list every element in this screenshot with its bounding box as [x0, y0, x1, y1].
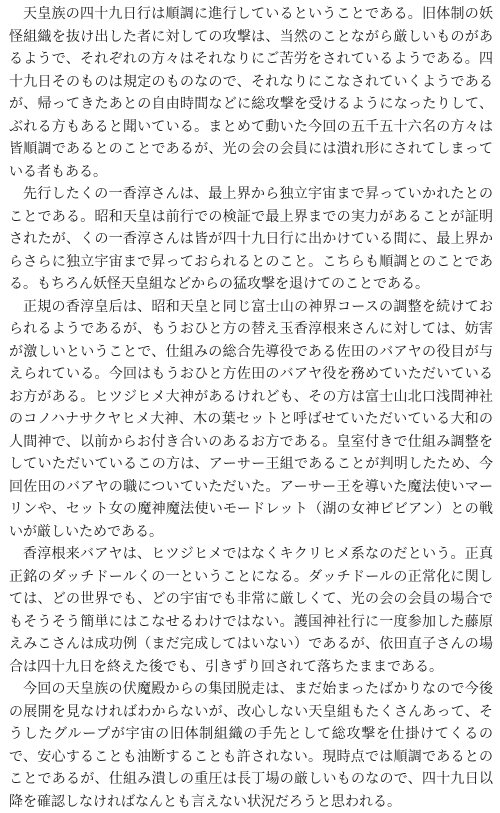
paragraph-5: 今回の天皇族の伏魔殿からの集団脱走は、まだ始まったばかりなので今後の展開を見なければわからないが、改心しない天皇組もたくさんあって、そうしたグループが宇宙の旧体制組織の手先として総攻撃を仕掛けてくるので、安心することも油断することも許されない。現時点では順調であるとのことであるが、仕組み潰しの重圧は長丁場の厳しいものなので、四十九日以降を確認しなければなんとも言えない状況だろうと思われる。 — [9, 681, 493, 810]
paragraph-1: 天皇族の四十九日行は順調に進行しているということである。旧体制の妖怪組織を抜け出した者に対しての攻撃は、当然のことながら厳しいものがあるようで、それぞれの方々はそれなりにご苦労をされているようである。四十九日そのものは規定のものなので、それなりにこなされていくようであるが、帰ってきたあとの自由時間などに総攻撃を受けるようになったりして、ぶれる方もあると聞いている。まとめて動いた今回の五千五十六名の方々は皆順調であるとのことであるが、光の会の会員には潰れ形にされてしまっている者もある。 — [9, 6, 493, 180]
paragraph-3: 正規の香淳皇后は、昭和天皇と同じ富士山の神界コースの調整を続けておられるようであるが、もうおひと方の替え玉香淳根来さんに対しては、妨害が激しいということで、仕組みの総合先導役である佐田のバアヤの役目が与えられている。今回はもうおひと方佐田のバアヤ役を務めていただいているお方がある。ヒツジヒメ大神があるけれども、その方は富士山北口浅間神社のコノハナサクヤヒメ大神、木の葉セットと呼ばせていただいている大和の人間神で、以前からお付き合いのあるお方である。皇室付きで仕組み調整をしていただいているこの方は、アーサー王組であることが判明したため、今回佐田のバアヤの職についていただいた。アーサー王を導いた魔法使いマーリンや、セット女の魔神魔法使いモードレット（湖の女神ビビアン）との戦いが厳しいためである。 — [9, 298, 493, 540]
paragraph-4: 香淳根来バアヤは、ヒツジヒメではなくキクリヒメ系なのだという。正真正銘のダッチドールくの一ということになる。ダッチドールの正常化に関しては、どの世界でも、どの宇宙でも非常に厳しくて、光の会の会員の場合でもそうそう簡単にはこなせるわけではない。護国神社行に一度参加した藤原えみこさんは成功例（まだ完成してはいない）であるが、依田直子さんの場合は四十九日を終えた後でも、引きずり回されて落ちたままである。 — [9, 546, 493, 675]
paragraph-2: 先行したくの一香淳さんは、最上界から独立宇宙まで昇っていかれたとのことである。昭和天皇は前行での検証で最上界までの実力があることが証明されたが、くの一香淳さんは皆が四十九日行に出かけている間に、最上界からさらに独立宇宙まで昇っておられるとのこと。こちらも順調とのことである。もちろん妖怪天皇組などからの猛攻撃を退けてのことである。 — [9, 186, 493, 292]
